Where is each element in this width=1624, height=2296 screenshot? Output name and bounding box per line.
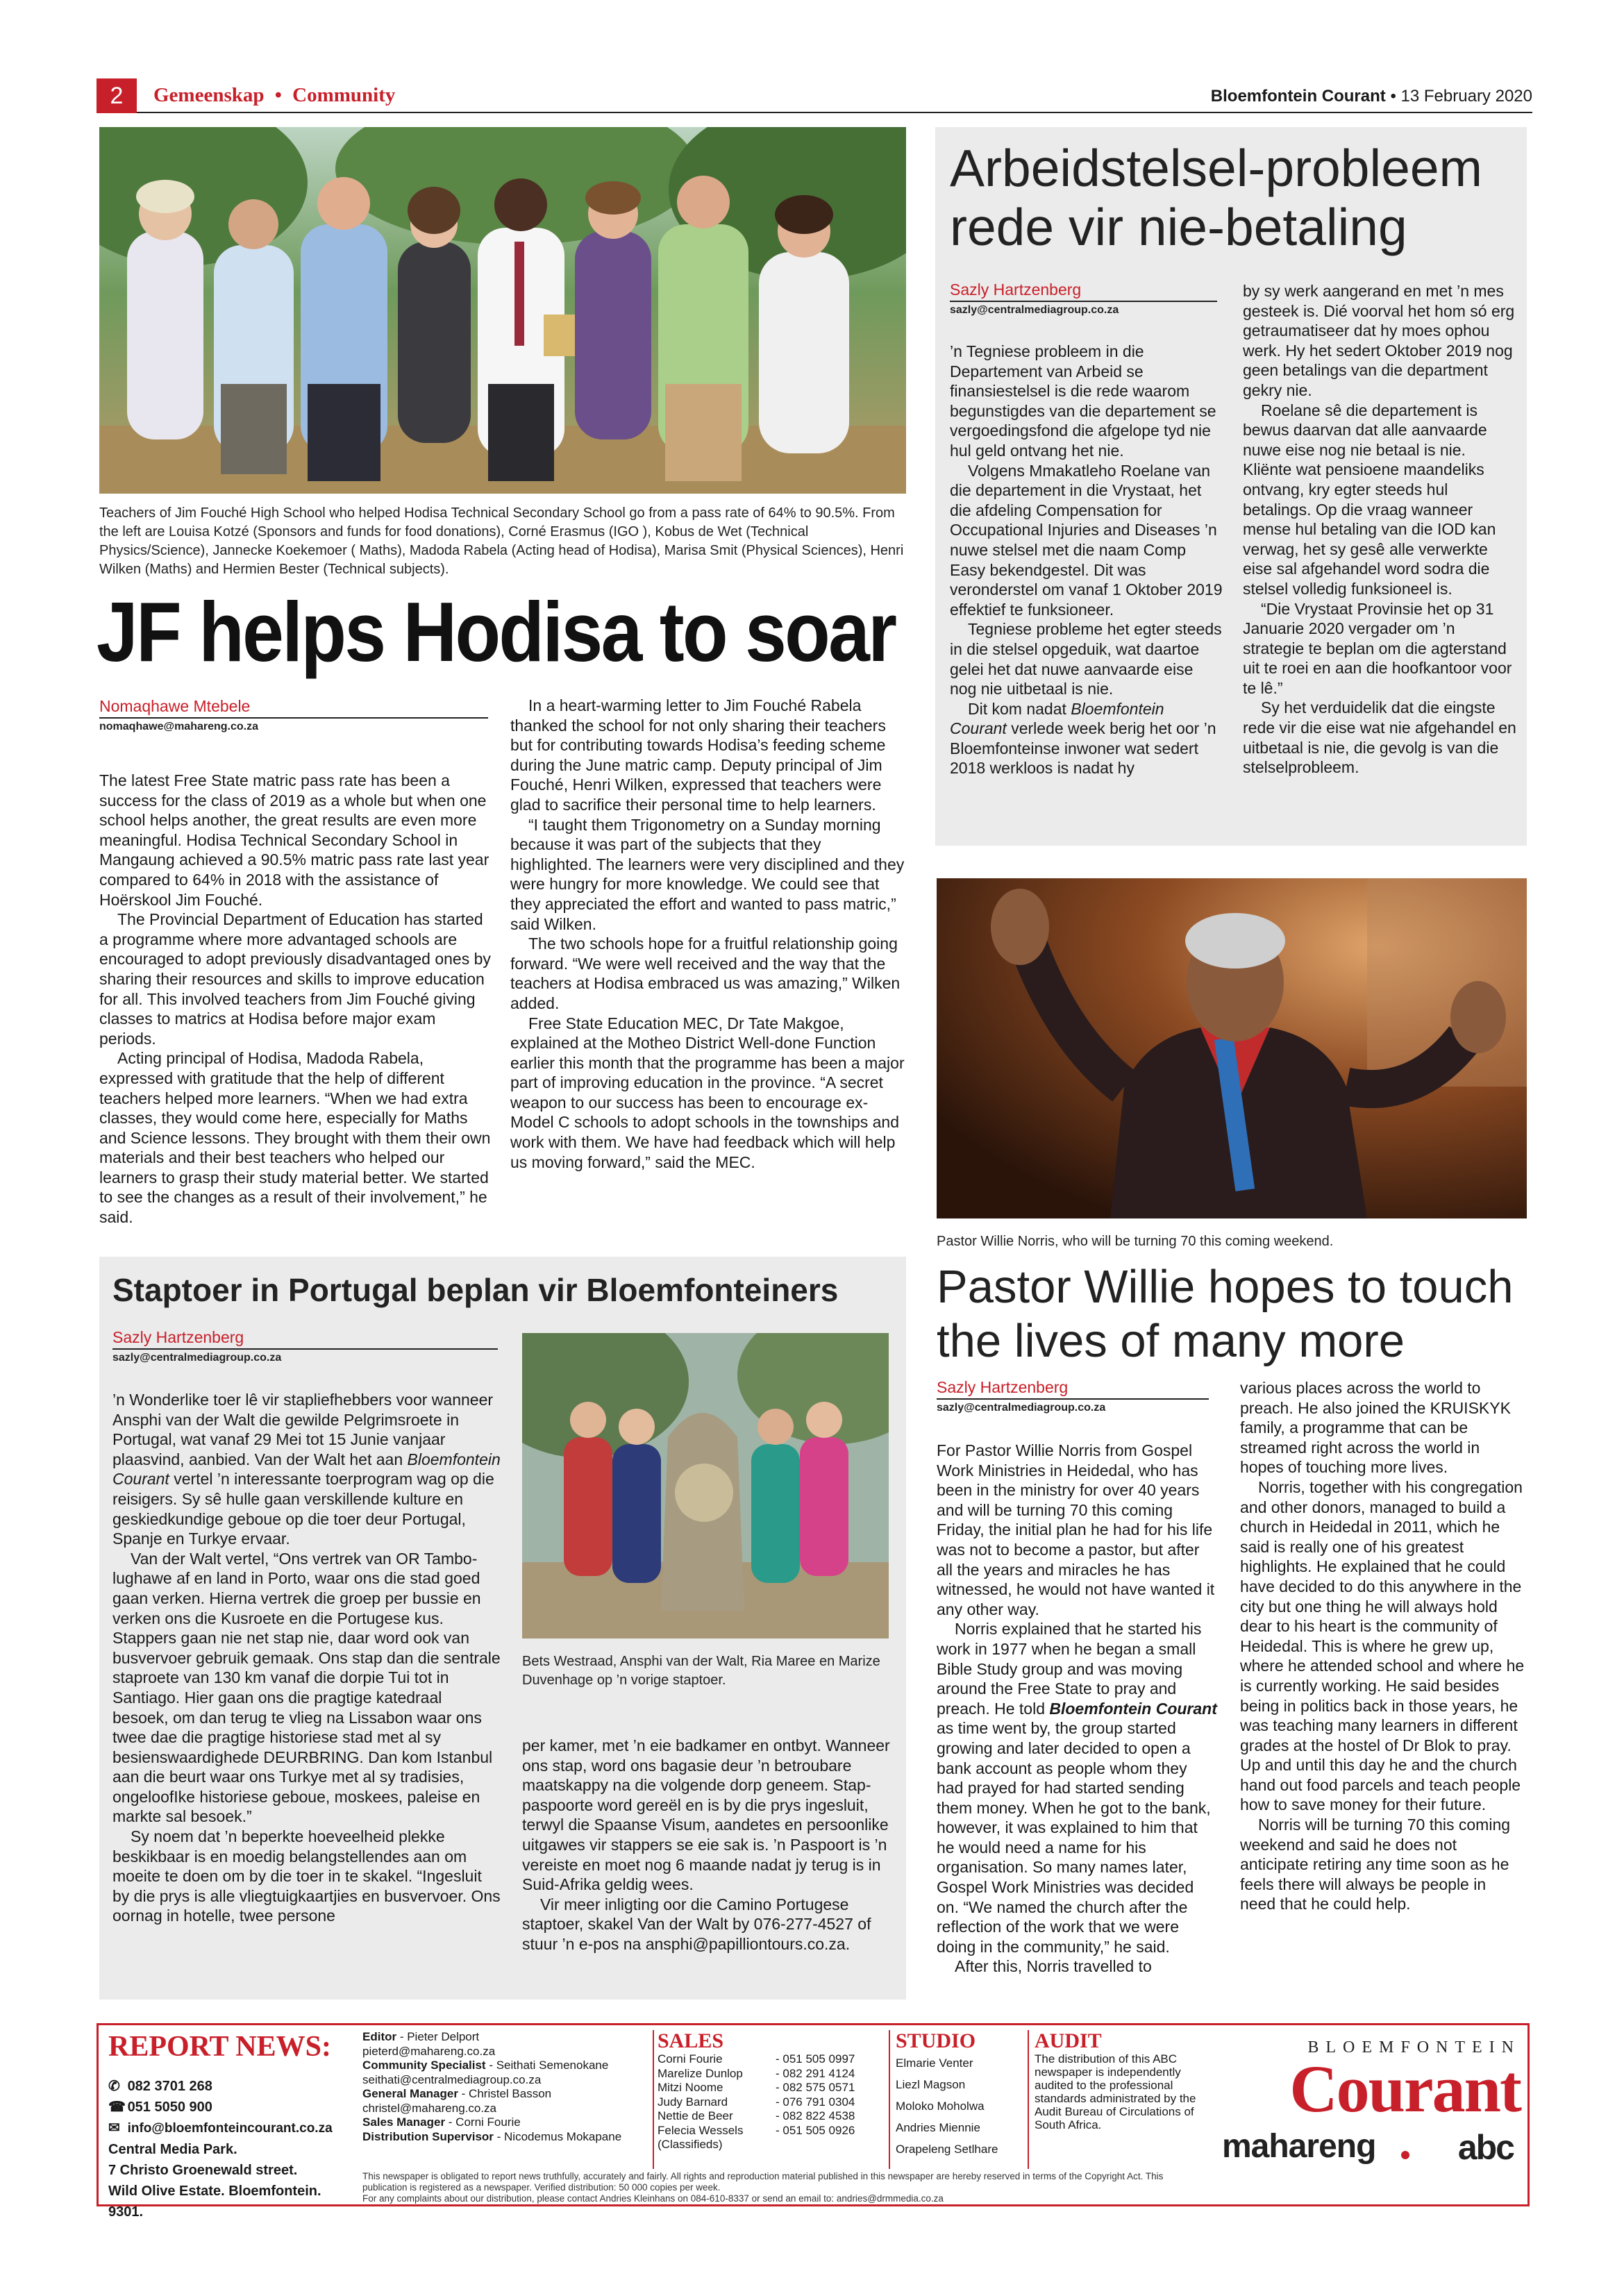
- story3-col2: [522, 1736, 901, 1954]
- email-icon: ✉: [108, 2120, 120, 2136]
- contact-block: [108, 2076, 358, 2222]
- hikers-photo-caption: Bets Westraad, Ansphi van der Walt, Ria Maree en Marize Duvenhage op ’n vorige staptoer.: [522, 1654, 880, 1688]
- logo-courant: Courant: [1289, 2052, 1521, 2126]
- sales-title: SALES: [658, 2029, 724, 2052]
- staff-item: General Manager - Christel Basson: [362, 2087, 552, 2100]
- report-news-title: REPORT NEWS:: [108, 2031, 331, 2063]
- page-header: 2 Gemeenskap • Community Bloemfontein Courant • 13 February 2020: [97, 78, 1532, 113]
- teachers-photo-caption: Teachers of Jim Fouché High School who helped Hodisa Technical Secondary School go from a pass rate of 64% to 90.5%. From the left are Louisa Kotzé (Sponsors and funds for food donations), Corné Erasmus (IGO ), Kobus de Wet (Technical Physics/Science), Jannecke Koekemoer ( Maths), Madoda Rabela (Acting head of Hodisa), Marisa Smit (Physical Sciences), Henri Wilken (Maths) and Hermien Bester (Technical subjects).: [99, 505, 904, 577]
- studio-title: STUDIO: [896, 2029, 976, 2052]
- contact-email[interactable]: info@bloemfonteincourant.co.za: [127, 2121, 333, 2136]
- page-number: 2: [97, 78, 137, 113]
- story3-author: Sazly Hartzenberg: [112, 1328, 244, 1346]
- pastor-photo: [937, 878, 1527, 1218]
- story3-p: ’n Wonderlike toer lê vir stapliefhebbers voor wanneer Ansphi van der Walt die gewilde Pelgrimsroete in Portugal, wat vanaf 29 Mei tot 15 Junie vanjaar plaasvind, aanbied. Van der Walt het aan Bloemfontein Courant vertel ’n interessante toerprogram wag op die reisigers. Sy sê hulle gaan verskillende kulture en geskiedkundige geboue op die toer deur Portugal, Spanje en Turkye ervaar.: [112, 1391, 501, 1548]
- story4-p: Norris, together with his congregation and other donors, managed to build a church in Heidedal in 2011, which he said is really one of his greatest highlights. He explained that he could have decided to do this anywhere in the city but one thing he will always hold dear to his heart is the community of Heidedal. This is where he grew up, where he attended school and where he is currently working. He said besides being in politics back in those years, he was teaching many learners in different grades at the hostel of Dr Blok to pray. Up and until this day he and the church hand out food parcels and teach people how to save money for their future.: [1240, 1477, 1525, 1814]
- mahareng-logo: mahareng: [1222, 2128, 1376, 2165]
- address-line: Wild Olive Estate. Bloemfontein. 9301.: [108, 2184, 321, 2220]
- story1-p: The two schools hope for a fruitful relationship going forward. “We were well received and the way that the teachers at Hodisa embraced us was amazing,” Wilken added.: [510, 935, 901, 1012]
- story4-email: sazly@centralmediagroup.co.za: [937, 1402, 1106, 1414]
- story2-email: sazly@centralmediagroup.co.za: [950, 304, 1119, 316]
- story2-p: Volgens Mmakatleho Roelane van die departement in die Vrystaat, het die afdeling Compensation for Occupational Injuries and Diseases ’n nuwe stelsel met die naam Comp Easy bekendgestel. Dit was veronderstel om vanaf 1 Oktober 2019 effektief te funksioneer.: [950, 461, 1223, 619]
- courant-logo: [1215, 2030, 1521, 2126]
- story1-email: nomaqhawe@mahareng.co.za: [99, 721, 258, 732]
- story1-p: Free State Education MEC, Dr Tate Makgoe, explained at the Motheo District Well-done Function earlier this month that the programme has been a major part of improving education in the province. “A secret weapon to our success has been to encourage ex-Model C schools to adopt schools in the townships and work with them. We have had feedback which will help us moving forward,” said the MEC.: [510, 1014, 905, 1171]
- story2-p: by sy werk aangerand en met ’n mes gesteek is. Dié voorval het hom só erg getraumatiseer dat hy moes ophou werk. Hy het sedert Oktober 2019 nog geen betalings van die department gekry nie.: [1243, 282, 1515, 399]
- story2-p: Dit kom nadat Bloemfontein Courant verlede week berig het oor ’n Bloemfonteinse inwoner wat sedert 2018 werkloos is nadat hy: [950, 699, 1216, 778]
- story1-col1: [99, 771, 492, 1227]
- story1-p: Acting principal of Hodisa, Madoda Rabela, expressed with gratitude that the help of different teachers helped more learners. “When we had extra classes, they would come here, especially for Maths and Science lessons. They brought with them their own materials and their best teachers who helped our learners to grasp their study material better. We started to see the changes as a result of their involvement,” he said.: [99, 1049, 491, 1227]
- staff-email: seithati@centralmediagroup.co.za: [362, 2072, 542, 2086]
- sales-contact: Corni Fourie - 051 505 0997: [658, 2052, 855, 2065]
- studio-member: Elmarie Venter: [896, 2056, 973, 2070]
- sales-contact: Nettie de Beer - 082 822 4538: [658, 2109, 855, 2122]
- address-line: Central Media Park.: [108, 2142, 237, 2157]
- abc-logo: abc: [1457, 2128, 1514, 2167]
- story1-p: “I taught them Trigonometry on a Sunday morning because it was part of the subjects that they highlighted. The learners were very disciplined and they were hungry for more knowledge. We could see that they appreciated the effort and wanted to pass matric,” said Wilken.: [510, 815, 905, 933]
- story2-col1: [950, 342, 1224, 778]
- story2-p: Roelane sê die departement is bewus daarvan dat alle aanvaarde nuwe eise nog nie betaal is nie. Kliënte wat pensioene maandeliks ontvang, kry egter steeds hul betalings. Op die vraag wanneer mense hul betaling van die IOD kan verwag, het sy gesê alle verwerkte eise sal afgehandel word sodra die stelsel volledig funksioneel is.: [1243, 401, 1496, 598]
- staff-item: Editor - Pieter Delport: [362, 2030, 480, 2043]
- whatsapp-icon: ✆: [108, 2079, 120, 2094]
- sales-contact: Felecia Wessels - 051 505 0926: [658, 2123, 855, 2137]
- story1-author: Nomaqhawe Mtebele: [99, 697, 251, 715]
- story2-p: ’n Tegniese probleem in die Departement van Arbeid se finansiestelsel is die rede waarom begunstigdes van die departement se vergoedingsfond die afgelope tyd nie hul geld ontvang het nie.: [950, 342, 1216, 460]
- mahareng-dot: [1401, 2151, 1409, 2159]
- headline-arbeid: Arbeidstelsel-probleem rede vir nie-betaling: [950, 139, 1483, 256]
- story4-p: After this, Norris travelled to: [955, 1957, 1152, 1976]
- hikers-photo: [522, 1333, 889, 1639]
- audit-title: AUDIT: [1035, 2029, 1102, 2052]
- sales-contact: Judy Barnard - 076 791 0304: [658, 2095, 855, 2109]
- story2-author: Sazly Hartzenberg: [950, 280, 1082, 299]
- issue-date: 13 February 2020: [1400, 87, 1532, 106]
- story3-p: Sy noem dat ’n beperkte hoeveelheid plekke beskikbaar is en moedig belangstellendes aan om moeite te doen om by die toer in te skakel. “Ingesluit by die prys is alle vliegtuigkaartjies en busvervoer. Ons oornag in hotelle, twee persone: [112, 1827, 501, 1925]
- whatsapp-number: 082 3701 268: [127, 2079, 212, 2094]
- staff-email: pieterd@mahareng.co.za: [362, 2044, 496, 2058]
- section-en: Community: [292, 84, 396, 106]
- section-separator: •: [274, 84, 282, 106]
- staff-item: Sales Manager - Corni Fourie: [362, 2115, 521, 2129]
- disclaimer: [362, 2171, 1209, 2204]
- phone-icon: ☎: [108, 2100, 126, 2115]
- paper-name: Bloemfontein Courant: [1210, 87, 1386, 106]
- studio-member: Andries Miennie: [896, 2121, 980, 2134]
- staff-email: christel@mahareng.co.za: [362, 2101, 497, 2115]
- studio-member: Liezl Magson: [896, 2078, 966, 2091]
- studio-member: Moloko Moholwa: [896, 2100, 985, 2113]
- logo-city: BLOEMFONTEIN: [1307, 2038, 1521, 2056]
- story4-col2: [1240, 1378, 1525, 1914]
- disclaimer-copyright: This newspaper is obligated to report news truthfully, accurately and fairly. All rights and reproduction material published in this newspaper are hereby reserved in terms of the Copyright Act. This publication is registered as a newspaper. Verified distribution: 50 000 copies per week.: [362, 2171, 1164, 2193]
- story2-col2: [1243, 281, 1517, 778]
- story4-p: For Pastor Willie Norris from Gospel Work Ministries in Heidedal, who has been in the ministry for over 40 years and will be turning 70 this coming Friday, the initial plan he had for his life was not to become a pastor, but after all the years and miracles he has witnessed, he would not have wanted it any other way.: [937, 1441, 1215, 1618]
- story1-p: The latest Free State matric pass rate has been a success for the class of 2019 as a whole but when one school helps another, the great results are even more meaningful. Hodisa Technical Secondary School in Mangaung achieved a 90.5% matric pass rate last year compared to 64% in 2018 with the assistance of Hoërskool Jim Fouché.: [99, 771, 489, 909]
- staff-item: Community Specialist - Seithati Semenokane: [362, 2059, 609, 2072]
- sales-contact: Marelize Dunlop - 082 291 4124: [658, 2066, 855, 2080]
- story2-p: Tegniese probleme het egter steeds in die stelsel opgeduik, wat daartoe gelei het dat nuwe aanvaarde eise nog nie uitbetaal is nie.: [950, 620, 1222, 698]
- story2-p: Sy het verduidelik dat die eingste rede vir die eise wat nie afgehandel en uitbetaal is nie, die gevolg is van die stelselprobleem.: [1243, 698, 1516, 777]
- story3-email: sazly@centralmediagroup.co.za: [112, 1352, 282, 1364]
- sales-block: [658, 2030, 880, 2152]
- teachers-group-photo: [99, 127, 906, 494]
- section-af: Gemeenskap: [153, 84, 265, 106]
- story4-col1: [937, 1441, 1218, 1977]
- address-line: 7 Christo Groenewald street.: [108, 2163, 298, 2178]
- staff-item: Distribution Supervisor - Nicodemus Mokapane: [362, 2129, 622, 2143]
- headline-staptoer: Staptoer in Portugal beplan vir Bloemfonteiners: [112, 1272, 839, 1308]
- story1-col2: [510, 696, 906, 1172]
- story1-p: The Provincial Department of Education has started a programme where more advantaged schools are encouraged to adopt previously disadvantaged ones by sharing their resources and skills to improve education for all. This involved teachers from Jim Fouché giving classes to matrics at Hodisa before major exam periods.: [99, 910, 491, 1048]
- disclaimer-complaints: For any complaints about our distribution, please contact Andries Kleinhans on 084-610-8337 or send an email to: andries@drmmedia.co.za: [362, 2193, 944, 2204]
- studio-block: [896, 2030, 1028, 2160]
- headline-jf-hodisa: JF helps Hodisa to soar: [97, 585, 896, 679]
- pastor-photo-caption: Pastor Willie Norris, who will be turning 70 this coming weekend.: [937, 1234, 1334, 1249]
- story4-p: various places across the world to preach. He also joined the KRUISKYK family, a programme that can be streamed right across the world in hopes of touching more lives.: [1240, 1379, 1511, 1477]
- story4-author: Sazly Hartzenberg: [937, 1378, 1069, 1396]
- story3-p: Vir meer inligting oor die Camino Portugese staptoer, skakel Van der Walt by 076-277-4527 of stuur ’n e-pos na ansphi@papilliontours.co.za.: [522, 1895, 871, 1953]
- story2-p: “Die Vrystaat Provinsie het op 31 Januarie 2020 vergader om ’n strategie te beplan om die agterstand uit te roei en aan die hoofkantoor voor te lê.”: [1243, 599, 1512, 697]
- story4-p: Norris will be turning 70 this coming weekend and said he does not anticipate retiring any time soon as he feels there will always be people in need that he could help.: [1240, 1816, 1511, 1913]
- story3-p: per kamer, met ’n eie badkamer en ontbyt. Wanneer ons stap, word ons bagasie deur ’n betroubare maatskappy na die volgende dorp geneem. Stap-paspoorte word gereël en is by die prys ingesluit, terwyl die Spaanse Visum, aandetes en persoonlike uitgawes vir stappers se eie sak is. ’n Paspoort is ’n vereiste en moet nog 6 maande nadat jy terug is in Suid-Afrika geldig wees.: [522, 1736, 890, 1894]
- story3-p: Van der Walt vertel, “Ons vertrek van OR Tambo-lughawe af en land in Porto, waar ons die stad goed gaan verken. Hierna vertrek die groep per bussie en verken ons die Kusroete en die Portugese kus. Stappers gaan nie net stap nie, daar word ook van busvervoer gebruik gemaak. Ons stap dan die sentrale staproete van 130 km vanaf die dorpie Tui tot in Santiago. Hier gaan ons die pragtige katedraal besoek, om dan terug te vlieg na Lissabon waar ons twee dae die pragtige historiese stad met al sy besienswaardighede DEURBRING. Dan kom Istanbul aan die beurt waar ons Turkye met al sy tradisies, ongeloofIke historiese geboue, moskees, paleise en markte sal besoek.”: [112, 1549, 501, 1826]
- audit-text: The distribution of this ABC newspaper is independently audited to the professional standards administrated by the Audit Bureau of Circulations of South Africa.: [1035, 2052, 1196, 2131]
- sales-contact: Mitzi Noome - 082 575 0571: [658, 2081, 855, 2094]
- story3-col1: [112, 1390, 501, 1926]
- sales-contact: (Classifieds): [658, 2138, 723, 2151]
- story1-p: In a heart-warming letter to Jim Fouché Rabela thanked the school for not only sharing their teachers but for contributing towards Hodisa’s feeding scheme during the June matric camp. Deputy principal of Jim Fouché, Henri Wilken, expressed that teachers were glad to sacrifice their personal time to help learners.: [510, 696, 886, 814]
- staff-block: [362, 2030, 654, 2144]
- story4-p: Norris explained that he started his work in 1977 when he began a small Bible Study group and was moving around the Free State to pray and preach. He told Bloemfontein Courant as time went by, the group started growing and later decided to open a bank account as people whom they had prayed for had started sending them money. When he got to the bank, however, it was explained to him that he would need a name for his organisation. So many names later, Gospel Work Ministries was decided on. “We named the church after the reflection of the work that we were doing in the community,” he said.: [937, 1620, 1217, 1956]
- phone-number: 051 5050 900: [127, 2100, 212, 2115]
- studio-member: Orapeleng Setlhare: [896, 2143, 998, 2156]
- headline-pastor: Pastor Willie hopes to touch the lives of many more: [937, 1261, 1514, 1367]
- audit-block: [1035, 2030, 1208, 2131]
